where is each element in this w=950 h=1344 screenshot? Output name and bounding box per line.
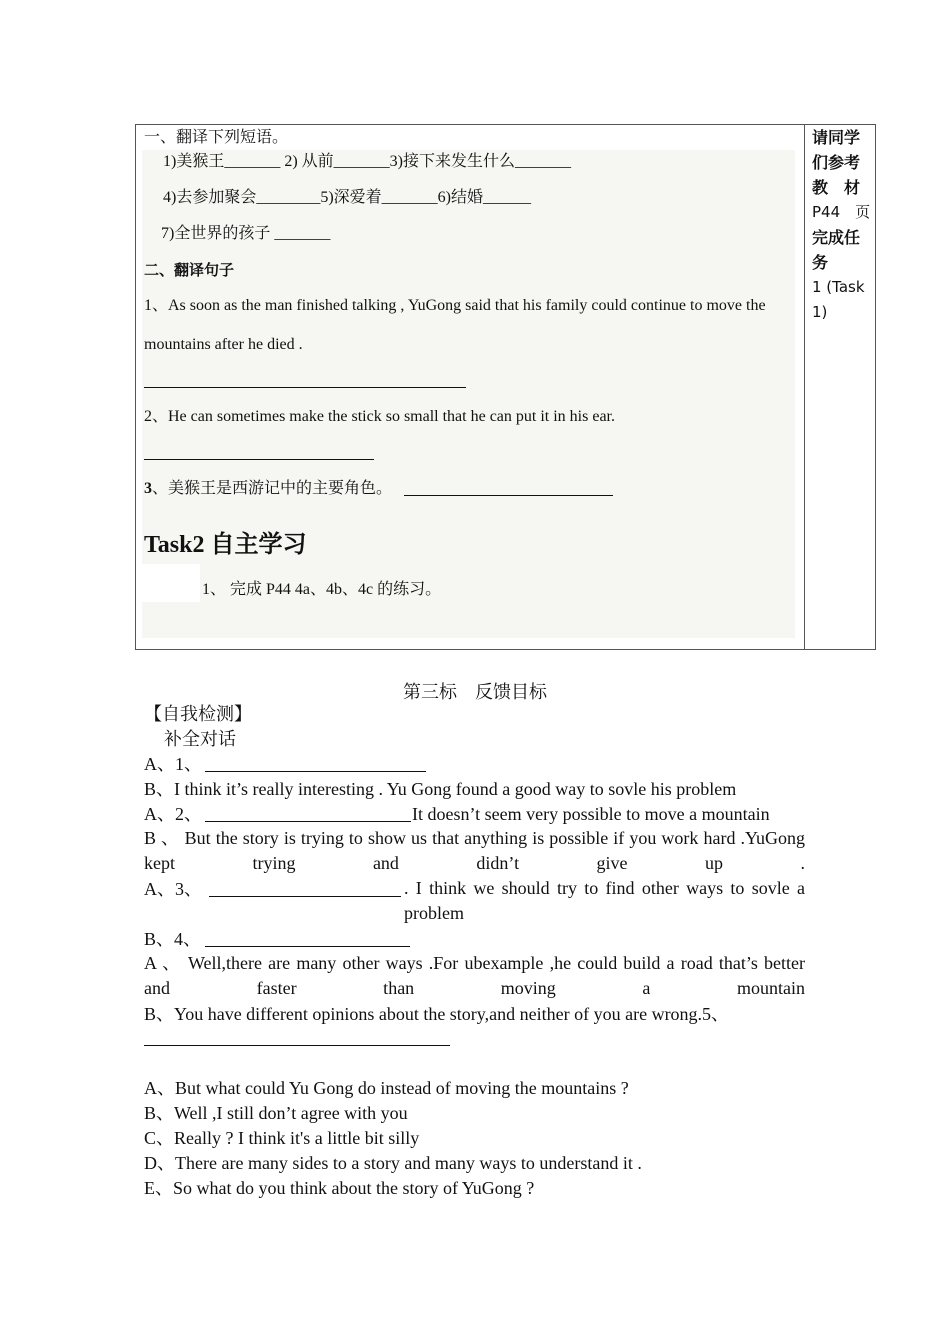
sentence-3-text: 、美猴王是西游记中的主要角色。 xyxy=(152,480,393,497)
task2-item: 1、 完成 P44 4a、4b、4c 的练习。 xyxy=(202,581,442,598)
side-note-line-4: P44 页 xyxy=(812,203,871,221)
self-check-heading: 【自我检测】 xyxy=(144,704,252,724)
option-c: C、Really ? I think it's a little bit silly xyxy=(144,1128,420,1148)
blank-5 xyxy=(144,1045,450,1046)
phrases-line-2: 4)去参加聚会________5)深爱着_______6)结婚______ xyxy=(163,189,531,206)
option-a: A、But what could Yu Gong do instead of moving the mountains ? xyxy=(144,1078,629,1098)
dialog-b5: B、You have different opinions about the story,and neither of you are wrong.5、 xyxy=(144,1004,730,1024)
feedback-title: 第三标 反馈目标 xyxy=(403,682,547,702)
dialog-a3-suffix: . I think we should try to find other ways to sovle a problem xyxy=(404,878,805,923)
complete-dialog-label: 补全对话 xyxy=(164,729,236,749)
shade-gap xyxy=(142,564,200,602)
dialog-a2-suffix: It doesn’t seem very possible to move a mountain xyxy=(412,804,770,824)
option-b: B、Well ,I still don’t agree with you xyxy=(144,1103,408,1123)
answer-line-2 xyxy=(144,459,374,460)
sentence-3-number: 3 xyxy=(144,480,152,497)
dialog-b4: B、4、 xyxy=(144,929,202,949)
side-note-line-7: 1 (Task xyxy=(812,278,865,296)
task2-title: Task2 自主学习 xyxy=(144,532,307,558)
section1-heading: 一、翻译下列短语。 xyxy=(144,129,289,146)
blank-2 xyxy=(205,821,411,822)
dialog-b2: B 、 But the story is trying to show us that anything is possible if you work hard .YuGong kept trying and didn’t give up . xyxy=(144,828,805,873)
shaded-content-area xyxy=(142,150,795,638)
table-column-divider xyxy=(804,124,805,650)
answer-line-1 xyxy=(144,387,466,388)
dialog-b1: B、I think it’s really interesting . Yu Gong found a good way to sovle his problem xyxy=(144,779,737,799)
side-note-line-2: 们参考 xyxy=(812,153,861,172)
side-note-line-1: 请同学 xyxy=(812,128,861,147)
side-note-line-5: 完成任 xyxy=(812,228,861,247)
side-note-line-8: 1) xyxy=(812,303,828,321)
section2-heading: 二、翻译句子 xyxy=(144,261,235,279)
sentence-1-line-1: 1、As soon as the man finished talking , YuGong said that his family could continue to move the xyxy=(144,297,766,314)
answer-line-3 xyxy=(404,495,613,496)
dialog-a3-suffix-line xyxy=(404,876,805,926)
blank-4 xyxy=(205,946,410,947)
blank-3 xyxy=(209,896,401,897)
dialog-a1: A、1、 xyxy=(144,754,202,774)
side-note-line-6: 务 xyxy=(812,253,829,272)
phrases-line-1: 1)美猴王_______ 2) 从前_______3)接下来发生什么_______ xyxy=(163,153,571,170)
option-e: E、So what do you think about the story of YuGong ? xyxy=(144,1178,535,1198)
dialog-a4: A 、 Well,there are many other ways .For ubexample ,he could build a road that’s better and faster than moving a mountain xyxy=(144,953,805,998)
phrases-line-3: 7)全世界的孩子 _______ xyxy=(161,225,331,242)
sentence-2: 2、He can sometimes make the stick so small that he can put it in his ear. xyxy=(144,408,616,425)
sentence-1-line-2: mountains after he died . xyxy=(144,336,303,353)
dialog-a2-prefix: A、2、 xyxy=(144,804,202,824)
blank-1 xyxy=(205,771,426,772)
option-d: D、There are many sides to a story and many ways to understand it . xyxy=(144,1153,642,1173)
dialog-a3-prefix: A、3、 xyxy=(144,879,202,899)
side-note-line-3: 教 材 xyxy=(812,178,861,197)
